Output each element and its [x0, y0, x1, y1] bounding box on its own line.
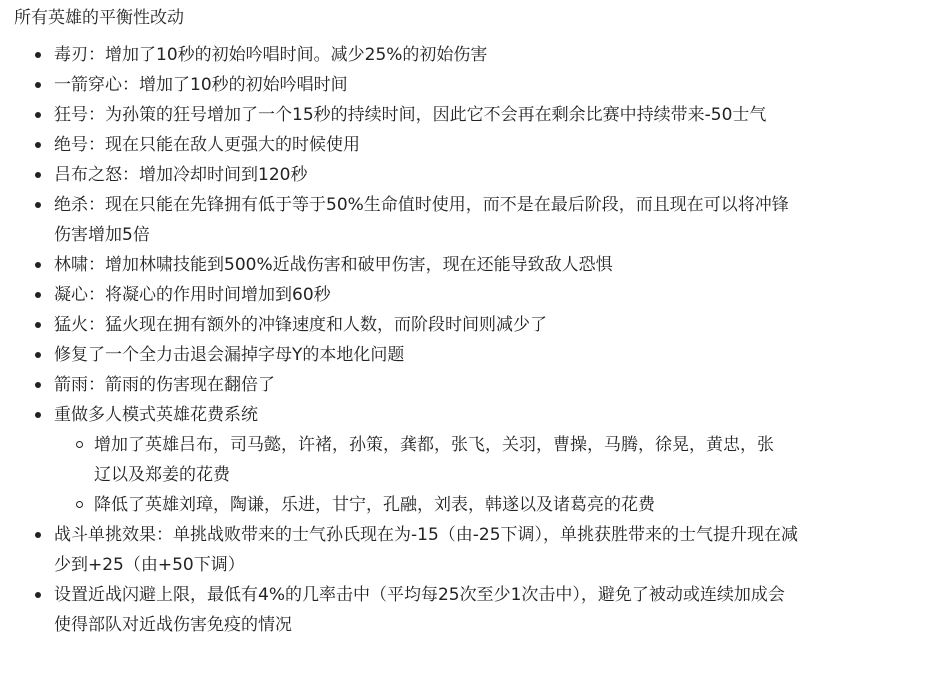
list-item [14, 190, 804, 250]
list-item [14, 160, 804, 190]
list-item-text: 狂号：为孙策的狂号增加了一个15秒的持续时间，因此它不会再在剩余比赛中持续带来-50士气 [54, 105, 767, 125]
list-item [14, 310, 804, 340]
list-item [14, 250, 804, 280]
list-item [14, 370, 804, 400]
list-item-text: 设置近战闪避上限，最低有4%的几率击中（平均每25次至少1次击中），避免了被动或连续加成会使得部队对近战伤害免疫的情况 [54, 585, 785, 635]
list-item-text: 战斗单挑效果：单挑战败带来的士气孙氏现在为-15（由-25下调），单挑获胜带来的士气提升现在减少到+25（由+50下调） [54, 525, 799, 575]
list-item [14, 280, 804, 310]
balance-change-list [14, 40, 804, 640]
list-item-text: 猛火：猛火现在拥有额外的冲锋速度和人数，而阶段时间则减少了 [54, 315, 547, 335]
list-item-text: 绝号：现在只能在敌人更强大的时候使用 [54, 135, 360, 155]
list-item [14, 400, 804, 520]
list-item-text: 吕布之怒：增加冷却时间到120秒 [54, 165, 308, 185]
list-item-text: 重做多人模式英雄花费系统 [54, 405, 258, 425]
sub-list-item [54, 430, 804, 490]
list-item-text: 箭雨：箭雨的伤害现在翻倍了 [54, 375, 275, 395]
section-heading: 所有英雄的平衡性改动 [14, 8, 184, 28]
list-item-text: 一箭穿心：增加了10秒的初始吟唱时间 [54, 75, 348, 95]
list-item [14, 100, 804, 130]
list-item-text: 绝杀：现在只能在先锋拥有低于等于50%生命值时使用，而不是在最后阶段，而且现在可以将冲锋伤害增加5倍 [54, 195, 789, 245]
sub-list-item-text: 降低了英雄刘璋，陶谦，乐进，甘宁，孔融，刘表，韩遂以及诸葛亮的花费 [94, 495, 655, 515]
list-item [14, 70, 804, 100]
list-item [14, 520, 804, 580]
patch-notes-document [14, 6, 804, 640]
list-item-text: 林啸：增加林啸技能到500%近战伤害和破甲伤害，现在还能导致敌人恐惧 [54, 255, 613, 275]
list-item [14, 340, 804, 370]
list-item [14, 40, 804, 70]
list-item-text: 毒刃：增加了10秒的初始吟唱时间。减少25%的初始伤害 [54, 45, 488, 65]
sub-list-item [54, 490, 804, 520]
list-item-text: 凝心：将凝心的作用时间增加到60秒 [54, 285, 331, 305]
hero-cost-sublist [54, 430, 804, 520]
sub-list-item-text: 增加了英雄吕布，司马懿，许褚，孙策，龚都，张飞，关羽，曹操，马腾，徐晃，黄忠，张辽以及郑姜的花费 [94, 435, 774, 485]
list-item [14, 580, 804, 640]
list-item-text: 修复了一个全力击退会漏掉字母Y的本地化问题 [54, 345, 405, 365]
list-item [14, 130, 804, 160]
